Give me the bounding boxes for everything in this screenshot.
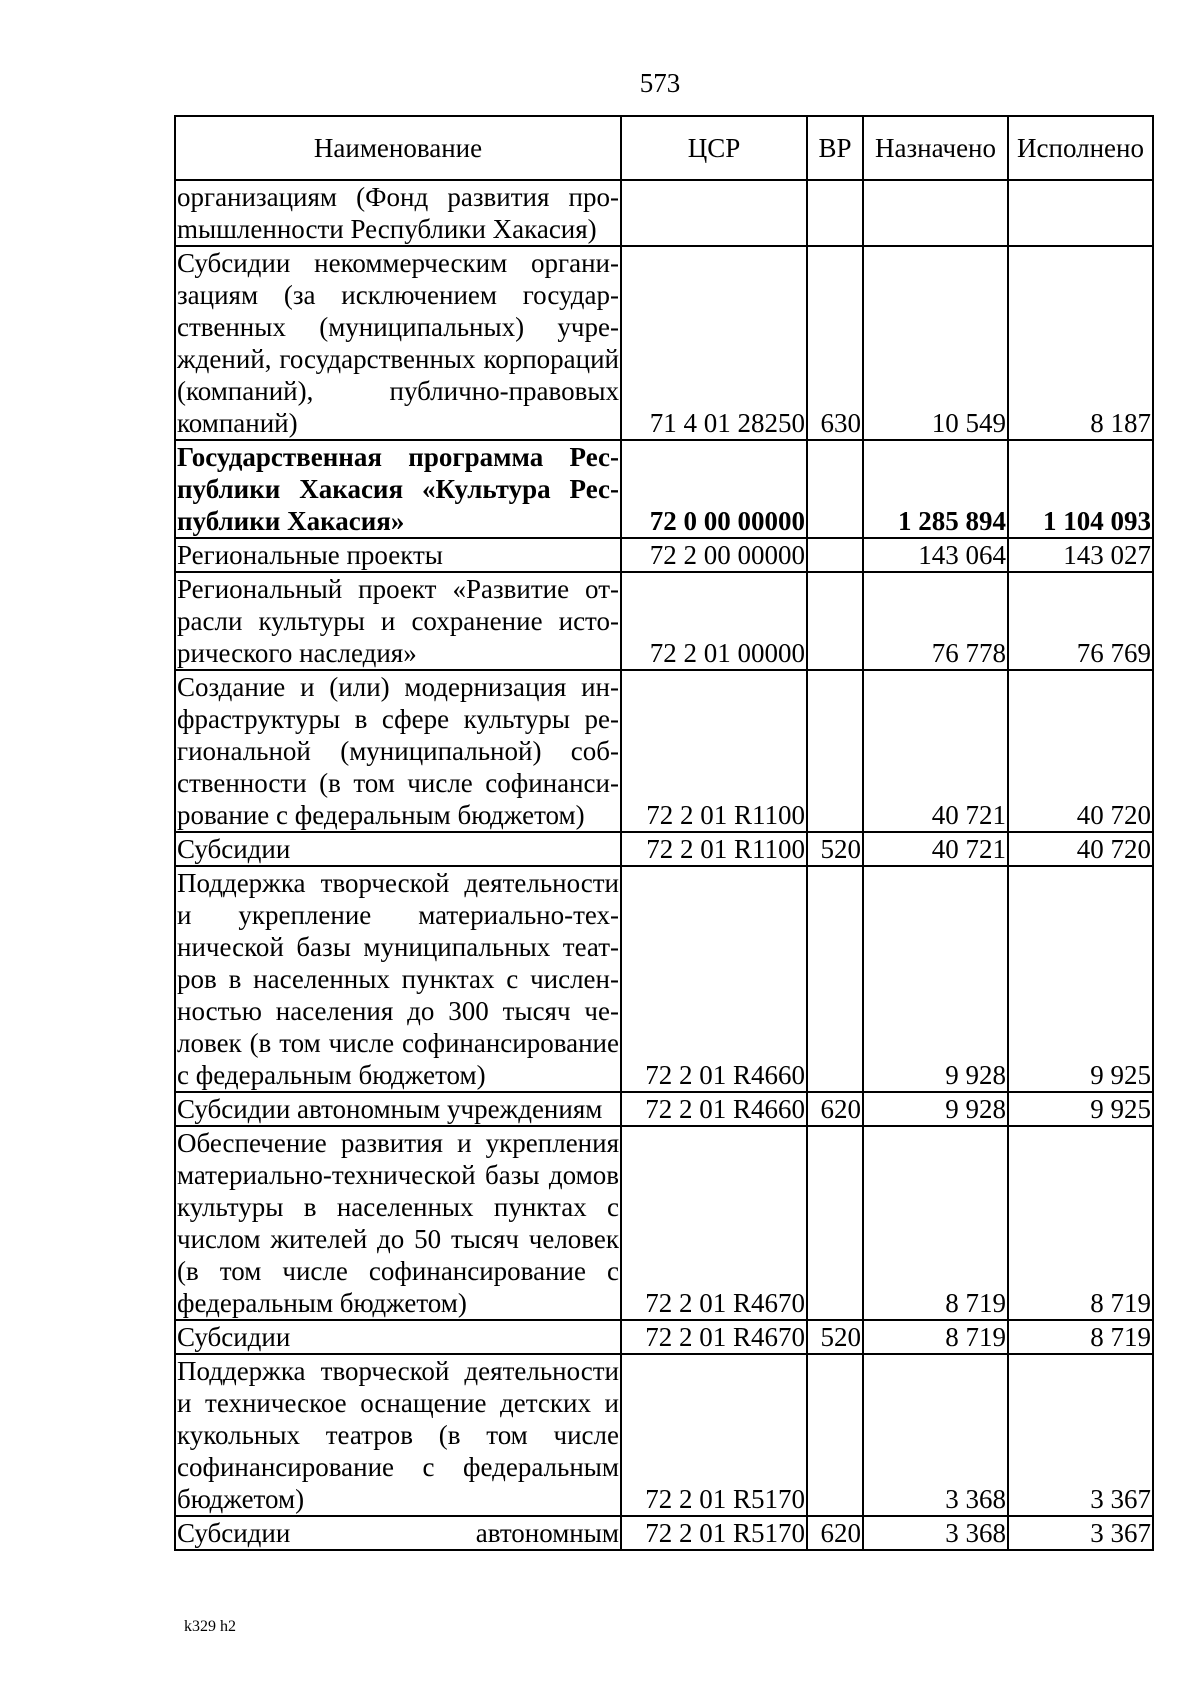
table-row — [175, 670, 1153, 832]
cell-vr — [807, 180, 863, 246]
cell-executed: 3 367 — [1008, 1354, 1153, 1516]
cell-name: Государственная программа Республики Хакасия «Культура Республики Хакасия» — [177, 442, 619, 536]
cell-name: Поддержка творческой деятельности и укрепление материально-технической базы муниципальных театров в населенных пунктах с численностью населения до 300 тысяч человек (в том числе софинансирование с федеральным бюджетом) — [177, 868, 619, 1090]
cell-csr: 72 2 01 R4660 — [621, 1092, 807, 1126]
table-body — [175, 180, 1153, 1550]
cell-vr — [807, 538, 863, 572]
cell-vr — [807, 572, 863, 670]
cell-csr: 72 2 00 00000 — [621, 538, 807, 572]
cell-executed: 40 720 — [1008, 832, 1153, 866]
cell-assigned: 8 719 — [863, 1126, 1008, 1320]
cell-assigned: 3 368 — [863, 1354, 1008, 1516]
cell-executed: 3 367 — [1008, 1516, 1153, 1550]
table-row — [175, 180, 1153, 246]
cell-executed: 1 104 093 — [1008, 440, 1153, 538]
table-row — [175, 866, 1153, 1092]
header-csr: ЦСР — [621, 116, 807, 180]
cell-executed — [1008, 180, 1153, 246]
cell-executed: 9 925 — [1008, 1092, 1153, 1126]
cell-executed: 76 769 — [1008, 572, 1153, 670]
cell-vr — [807, 1126, 863, 1320]
cell-vr: 630 — [807, 246, 863, 440]
cell-assigned — [863, 180, 1008, 246]
cell-name: Субсидии — [175, 832, 621, 866]
cell-csr — [621, 180, 807, 246]
cell-name: Субсидии автономным — [177, 1518, 619, 1548]
table-row — [175, 1516, 1153, 1550]
table-row — [175, 538, 1153, 572]
cell-vr — [807, 670, 863, 832]
cell-csr: 72 2 01 R4670 — [621, 1126, 807, 1320]
cell-csr: 72 2 01 R1100 — [621, 670, 807, 832]
table-row — [175, 832, 1153, 866]
cell-name: Субсидии автономным учреждениям — [175, 1092, 621, 1126]
cell-name: организациям (Фонд развития проmышленности Республики Хакасия) — [177, 182, 619, 244]
table-row — [175, 1092, 1153, 1126]
cell-executed: 40 720 — [1008, 670, 1153, 832]
cell-assigned: 9 928 — [863, 1092, 1008, 1126]
cell-vr: 620 — [807, 1516, 863, 1550]
cell-csr: 72 2 01 00000 — [621, 572, 807, 670]
cell-csr: 72 0 00 00000 — [621, 440, 807, 538]
cell-csr: 72 2 01 R4670 — [621, 1320, 807, 1354]
header-executed: Исполнено — [1008, 116, 1153, 180]
cell-name: Поддержка творческой деятельности и техническое оснащение детских и кукольных театров (в том числе софинансирование с федеральным бюджетом) — [177, 1356, 619, 1514]
cell-vr: 520 — [807, 832, 863, 866]
cell-vr — [807, 866, 863, 1092]
cell-assigned: 10 549 — [863, 246, 1008, 440]
page-number: 573 — [639, 68, 681, 98]
cell-name: Субсидии — [175, 1320, 621, 1354]
table-row — [175, 572, 1153, 670]
cell-csr: 72 2 01 R5170 — [621, 1354, 807, 1516]
cell-vr: 520 — [807, 1320, 863, 1354]
cell-name: Субсидии некоммерческим организациям (за исключением государственных (муниципальных) учреждений, государственных корпораций (компаний), публично-правовых компаний) — [177, 248, 619, 438]
header-assigned: Назначено — [863, 116, 1008, 180]
cell-executed: 8 719 — [1008, 1320, 1153, 1354]
cell-executed: 8 187 — [1008, 246, 1153, 440]
table-row — [175, 1126, 1153, 1320]
cell-csr: 72 2 01 R4660 — [621, 866, 807, 1092]
cell-vr — [807, 440, 863, 538]
table-header-row — [175, 116, 1153, 180]
cell-assigned: 3 368 — [863, 1516, 1008, 1550]
table-row — [175, 246, 1153, 440]
cell-csr: 72 2 01 R1100 — [621, 832, 807, 866]
cell-vr: 620 — [807, 1092, 863, 1126]
cell-assigned: 9 928 — [863, 866, 1008, 1092]
cell-name: Обеспечение развития и укрепления материально-технической базы домов культуры в населенных пунктах с числом жителей до 50 тысяч человек (в том числе софинансирование с федеральным бюджетом) — [177, 1128, 619, 1318]
cell-assigned: 1 285 894 — [863, 440, 1008, 538]
table-row — [175, 440, 1153, 538]
header-vr: ВР — [807, 116, 863, 180]
cell-assigned: 8 719 — [863, 1320, 1008, 1354]
cell-assigned: 40 721 — [863, 832, 1008, 866]
cell-executed: 8 719 — [1008, 1126, 1153, 1320]
footer-code: k329 h2 — [184, 1618, 236, 1635]
cell-name: Создание и (или) модернизация инфраструктуры в сфере культуры региональной (муниципальной) собственности (в том числе софинансирование с федеральным бюджетом) — [177, 672, 619, 830]
cell-name: Региональный проект «Развитие отрасли культуры и сохранение исторического наследия» — [177, 574, 619, 668]
cell-assigned: 143 064 — [863, 538, 1008, 572]
cell-assigned: 40 721 — [863, 670, 1008, 832]
cell-assigned: 76 778 — [863, 572, 1008, 670]
cell-vr — [807, 1354, 863, 1516]
table-row — [175, 1320, 1153, 1354]
cell-executed: 143 027 — [1008, 538, 1153, 572]
cell-csr: 72 2 01 R5170 — [621, 1516, 807, 1550]
cell-executed: 9 925 — [1008, 866, 1153, 1092]
budget-table — [174, 115, 1154, 1551]
cell-csr: 71 4 01 28250 — [621, 246, 807, 440]
table-row — [175, 1354, 1153, 1516]
cell-name: Региональные проекты — [175, 538, 621, 572]
header-name: Наименование — [175, 116, 621, 180]
